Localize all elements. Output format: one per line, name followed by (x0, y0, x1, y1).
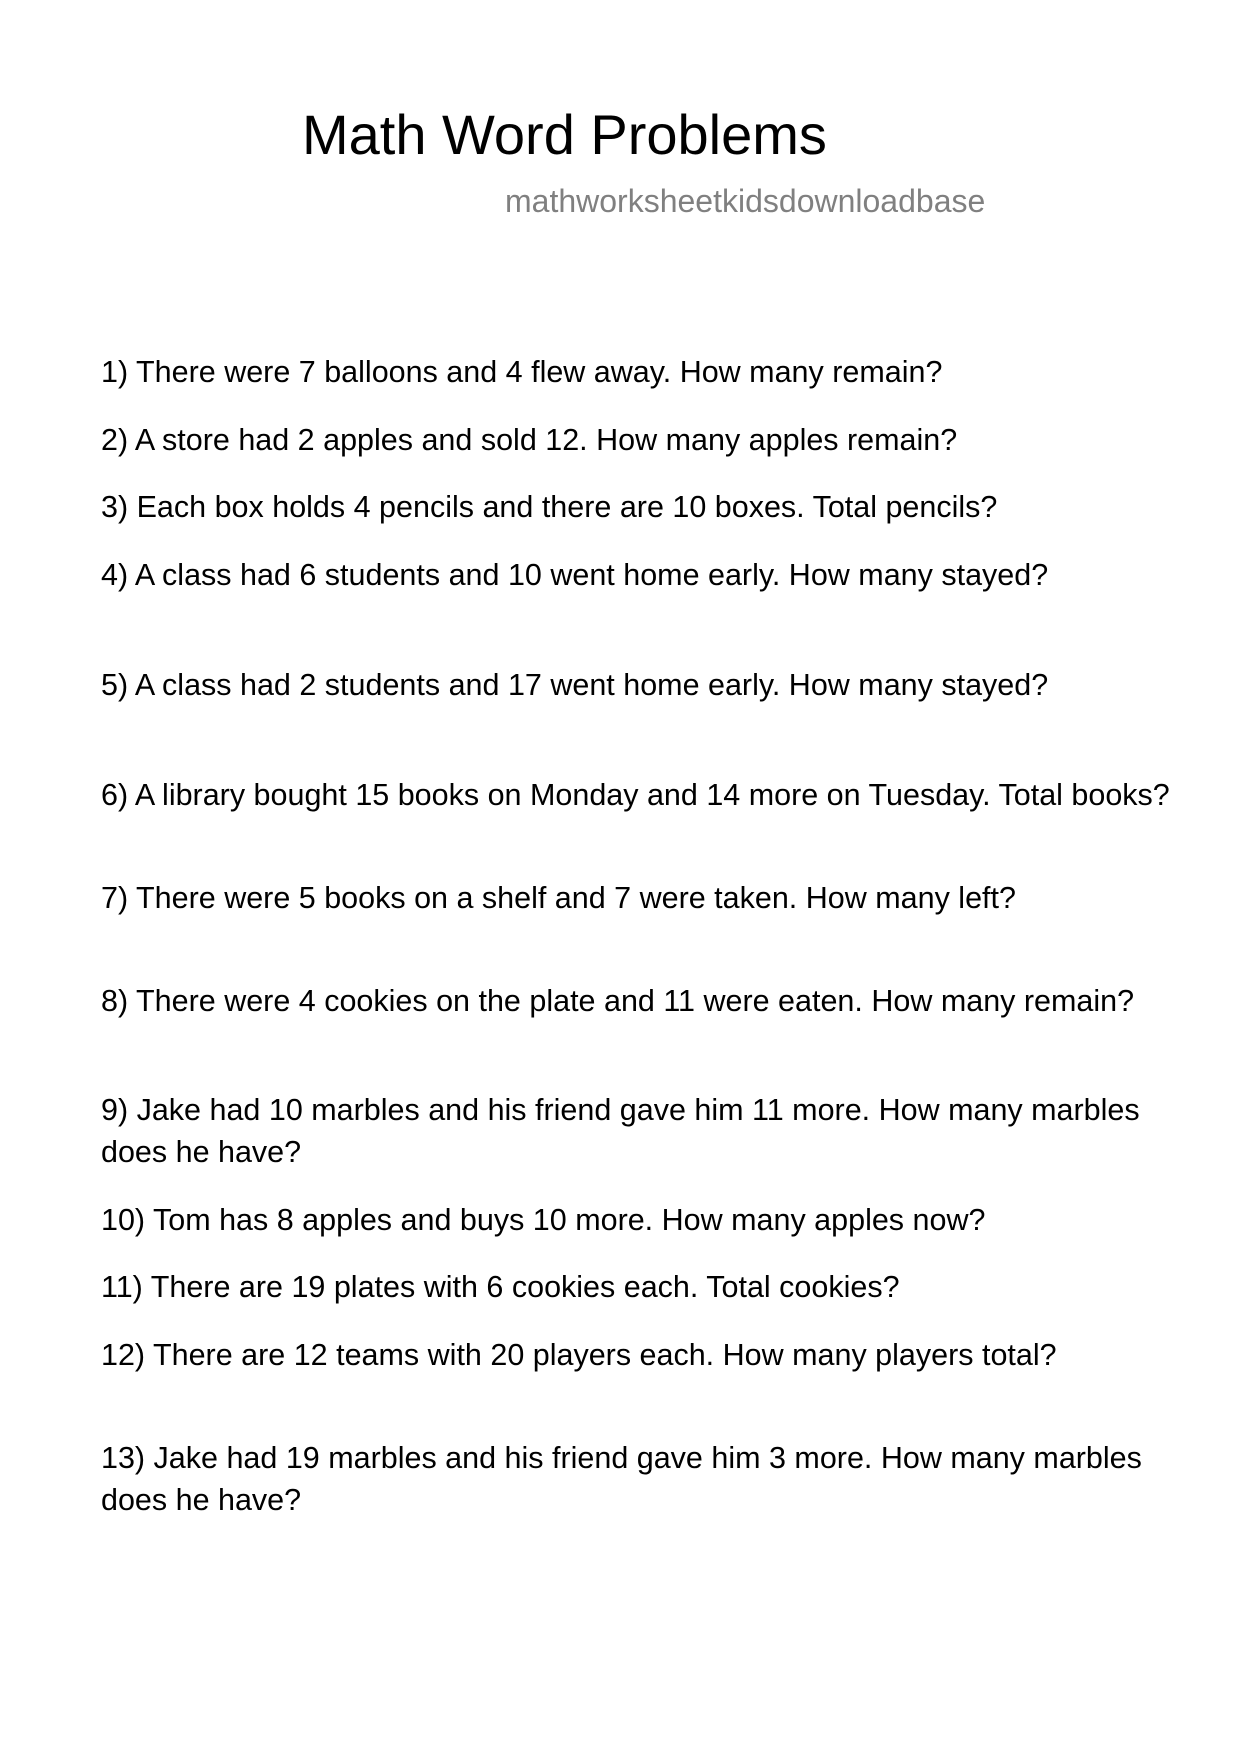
problem-item: 13) Jake had 19 marbles and his friend gave him 3 more. How many marbles does he have? (101, 1441, 1142, 1517)
page-title: Math Word Problems (302, 103, 827, 166)
problem-item: 7) There were 5 books on a shelf and 7 were taken. How many left? (101, 881, 1016, 915)
problem-item: 6) A library bought 15 books on Monday and 14 more on Tuesday. Total books? (101, 778, 1170, 812)
problem-item: 2) A store had 2 apples and sold 12. How many apples remain? (101, 423, 958, 457)
problem-item: 10) Tom has 8 apples and buys 10 more. How many apples now? (101, 1203, 986, 1237)
problem-item: 3) Each box holds 4 pencils and there are 10 boxes. Total pencils? (101, 490, 998, 524)
source-subtitle: mathworksheetkidsdownloadbase (505, 183, 986, 219)
problem-item: 9) Jake had 10 marbles and his friend gave him 11 more. How many marbles does he have? (101, 1093, 1140, 1169)
problem-item: 8) There were 4 cookies on the plate and 11 were eaten. How many remain? (101, 984, 1135, 1018)
problem-item: 11) There are 19 plates with 6 cookies each. Total cookies? (101, 1270, 900, 1304)
problem-item: 4) A class had 6 students and 10 went home early. How many stayed? (101, 558, 1049, 592)
problem-item: 1) There were 7 balloons and 4 flew away. How many remain? (101, 355, 943, 389)
problem-item: 12) There are 12 teams with 20 players each. How many players total? (101, 1338, 1057, 1372)
problem-item: 5) A class had 2 students and 17 went home early. How many stayed? (101, 668, 1049, 702)
